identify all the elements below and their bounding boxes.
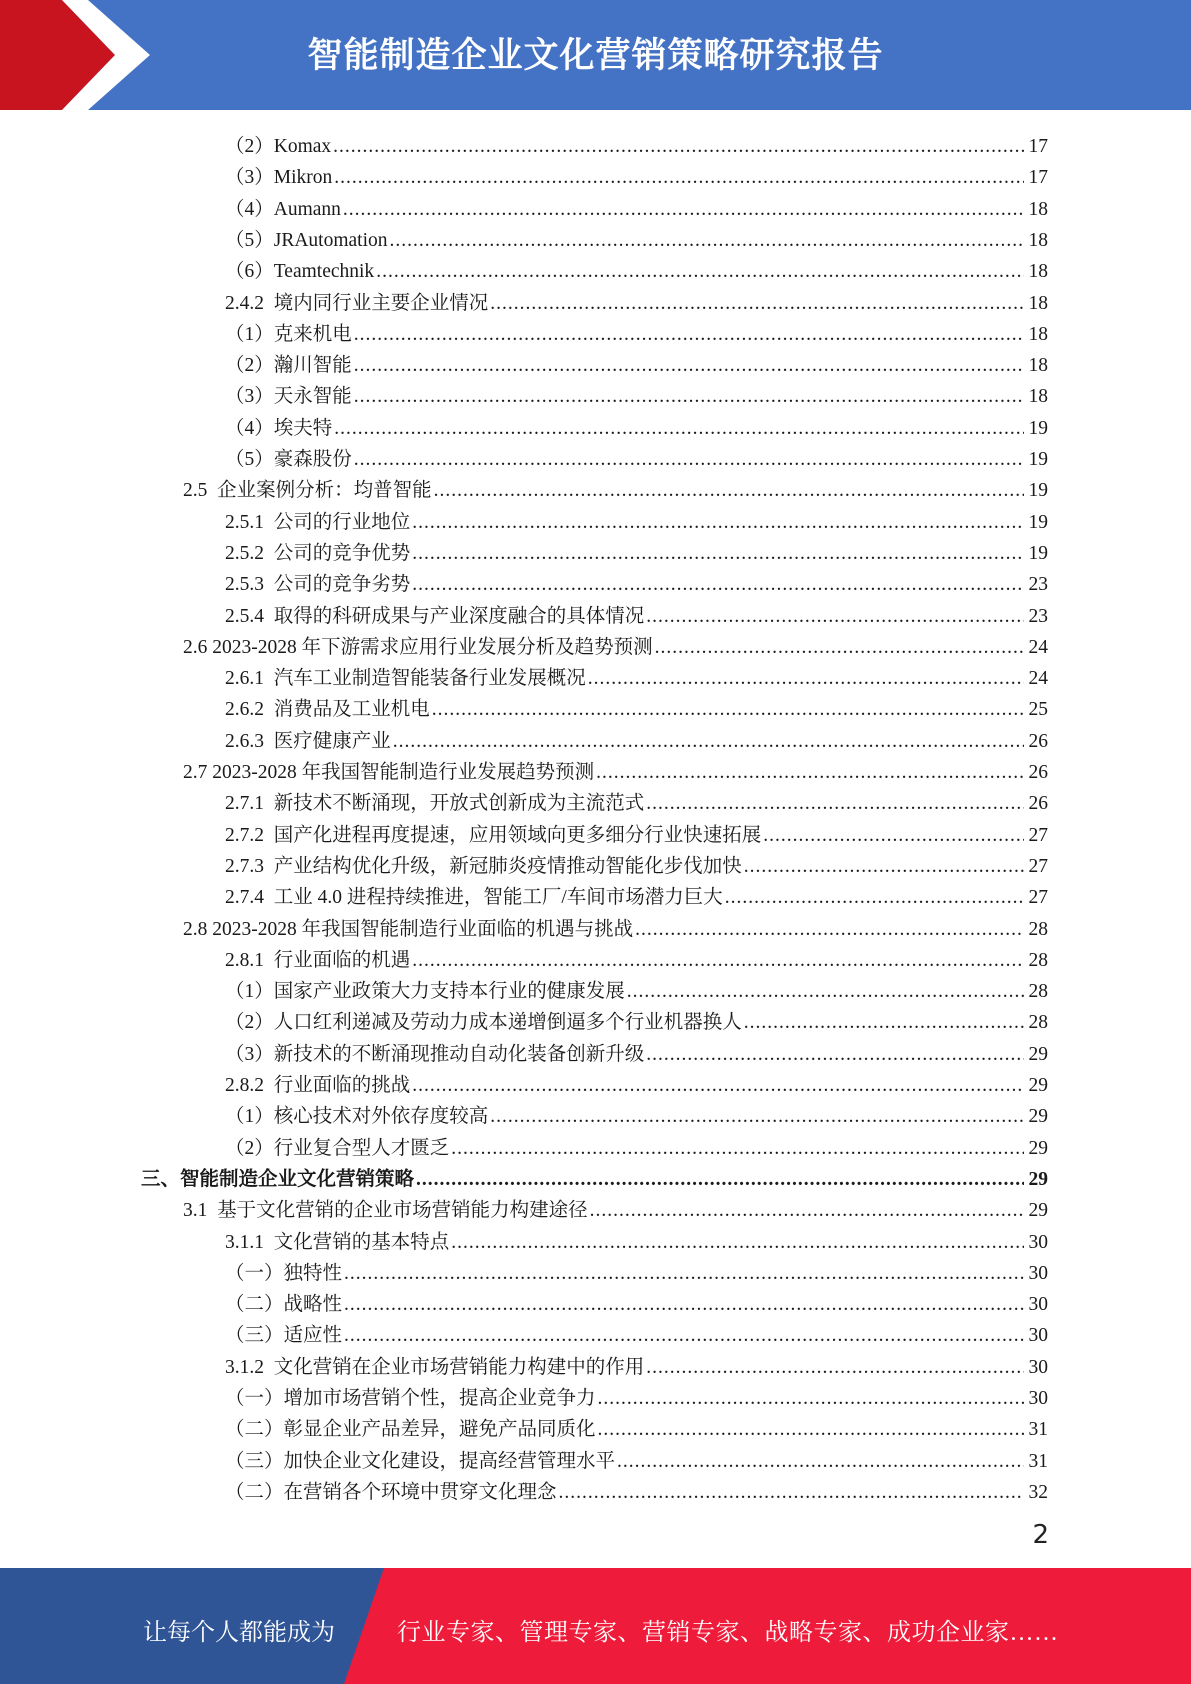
footer-slogan-roles: 行业专家、管理专家、营销专家、战略专家、成功企业家…… <box>397 1620 1059 1646</box>
toc-entry-page: 18 <box>1028 386 1048 408</box>
toc-entry-label: （二）彰显企业产品差异，避免产品同质化 <box>225 1419 596 1441</box>
toc-entry-label: （5）豪森股份 <box>225 449 352 470</box>
toc-dot-leader <box>416 1168 1024 1192</box>
toc-entry-label: （4）埃夫特 <box>225 417 333 439</box>
toc-entry-label: 2.5.1 公司的行业地位 <box>225 511 411 533</box>
toc-dot-leader <box>725 886 1024 910</box>
toc-dot-leader <box>354 448 1024 472</box>
page-footer <box>0 1568 1191 1684</box>
toc-dot-leader <box>344 1293 1024 1317</box>
toc-entry-label: 三、智能制造企业文化营销策略 <box>141 1168 415 1190</box>
toc-entry[interactable] <box>225 817 1048 848</box>
toc-dot-leader <box>490 1105 1024 1129</box>
toc-entry-page: 19 <box>1028 511 1048 533</box>
toc-entry-label: 2.8 2023-2028 年我国智能制造行业面临的机遇与挑战 <box>183 918 634 940</box>
toc-entry-page: 30 <box>1028 1325 1048 1347</box>
toc-dot-leader <box>344 1324 1024 1348</box>
toc-entry-page: 28 <box>1028 981 1048 1003</box>
toc-entry[interactable] <box>225 535 1048 566</box>
toc-entry-page: 32 <box>1028 1481 1048 1503</box>
toc-dot-leader <box>451 1137 1024 1161</box>
toc-entry-label: 2.7.4 工业 4.0 进程持续推进，智能工厂/车间市场潜力巨大 <box>225 887 723 909</box>
toc-entry-page: 26 <box>1028 793 1048 815</box>
toc-entry[interactable] <box>225 785 1048 816</box>
toc-entry-page: 28 <box>1028 1012 1048 1034</box>
toc-entry-label: （2）Komax <box>225 136 332 157</box>
toc-dot-leader <box>655 636 1024 660</box>
toc-dot-leader <box>434 479 1024 503</box>
toc-entry-label: （二）在营销各个环境中贯穿文化理念 <box>225 1481 557 1503</box>
toc-entry[interactable] <box>225 378 1048 409</box>
toc-entry[interactable] <box>225 285 1048 316</box>
toc-dot-leader <box>412 542 1024 566</box>
toc-entry-label: 2.7 2023-2028 年我国智能制造行业发展趋势预测 <box>183 762 595 783</box>
toc-entry-label: （1）克来机电 <box>225 323 352 345</box>
toc-dot-leader <box>635 918 1024 942</box>
toc-entry-page: 18 <box>1028 261 1048 283</box>
toc-entry-label: （一）增加市场营销个性，提高企业竞争力 <box>225 1388 596 1409</box>
toc-entry-page: 23 <box>1028 605 1048 627</box>
toc-entry[interactable] <box>225 410 1048 441</box>
toc-entry-page: 19 <box>1028 542 1048 564</box>
toc-entry[interactable] <box>225 566 1048 597</box>
toc-entry-page: 30 <box>1028 1294 1048 1316</box>
toc-entry-label: （三）加快企业文化建设，提高经营管理水平 <box>225 1450 616 1472</box>
toc-entry[interactable] <box>225 1286 1048 1317</box>
toc-dot-leader <box>412 1074 1024 1098</box>
toc-entry-page: 29 <box>1028 1168 1048 1190</box>
toc-entry[interactable] <box>225 347 1048 378</box>
toc-entry-page: 29 <box>1028 1106 1048 1128</box>
toc-entry-page: 19 <box>1028 449 1048 470</box>
toc-entry[interactable] <box>225 691 1048 722</box>
toc-entry-page: 18 <box>1028 198 1048 220</box>
toc-entry-label: （一）独特性 <box>225 1262 343 1284</box>
toc-dot-leader <box>646 1043 1024 1067</box>
page-number: 2 <box>1032 1520 1049 1550</box>
toc-entry[interactable] <box>225 942 1048 973</box>
toc-entry[interactable] <box>225 660 1048 691</box>
toc-dot-leader <box>627 980 1024 1004</box>
toc-entry-label: （2）瀚川智能 <box>225 355 352 377</box>
toc-entry-label: 2.5.4 取得的科研成果与产业深度融合的具体情况 <box>225 605 645 627</box>
toc-dot-leader <box>598 1387 1024 1411</box>
toc-entry-page: 27 <box>1028 887 1048 909</box>
toc-dot-leader <box>588 667 1024 691</box>
toc-dot-leader <box>390 229 1024 253</box>
toc-entry-page: 18 <box>1028 355 1048 377</box>
toc-entry-page: 27 <box>1028 824 1048 846</box>
toc-entry-label: 2.6.2 消费品及工业机电 <box>225 699 430 721</box>
toc-dot-leader <box>343 198 1024 222</box>
toc-entry-label: 2.6.1 汽车工业制造智能装备行业发展概况 <box>225 668 586 690</box>
toc-entry[interactable] <box>225 598 1048 629</box>
toc-dot-leader <box>354 323 1024 347</box>
toc-dot-leader <box>412 573 1024 597</box>
toc-entry[interactable] <box>183 629 1048 660</box>
toc-entry-page: 31 <box>1028 1450 1048 1472</box>
toc-entry[interactable] <box>225 879 1048 910</box>
toc-entry-page: 30 <box>1028 1356 1048 1378</box>
footer-slogan-lead: 让每个人都能成为 <box>143 1620 335 1646</box>
toc-entry[interactable] <box>225 191 1048 222</box>
toc-entry[interactable] <box>225 1411 1048 1442</box>
toc-entry[interactable] <box>225 848 1048 879</box>
toc-dot-leader <box>596 761 1024 785</box>
toc-dot-leader <box>490 292 1024 316</box>
toc-entry-page: 29 <box>1028 1075 1048 1096</box>
toc-entry-label: （6）Teamtechnik <box>225 261 375 283</box>
toc-entry[interactable] <box>183 472 1048 503</box>
toc-entry-label: 2.5 企业案例分析：均普智能 <box>183 480 432 502</box>
toc-dot-leader <box>412 949 1024 973</box>
toc-entry-label: （三）适应性 <box>225 1325 343 1347</box>
toc-entry-label: （1）国家产业政策大力支持本行业的健康发展 <box>225 981 625 1003</box>
toc-entry-label: （3）Mikron <box>225 167 333 189</box>
toc-dot-leader <box>744 855 1024 879</box>
toc-entry[interactable] <box>225 1317 1048 1348</box>
toc-entry-label: 2.6.3 医疗健康产业 <box>225 730 391 752</box>
toc-entry[interactable] <box>225 973 1048 1004</box>
toc-entry-page: 17 <box>1028 136 1048 157</box>
toc-entry-page: 28 <box>1028 918 1048 940</box>
toc-entry-page: 26 <box>1028 762 1048 783</box>
toc-dot-leader <box>763 824 1024 848</box>
toc-entry[interactable] <box>225 316 1048 347</box>
toc-entry-label: 3.1.2 文化营销在企业市场营销能力构建中的作用 <box>225 1356 645 1378</box>
toc-entry[interactable] <box>225 441 1048 472</box>
toc-entry-page: 29 <box>1028 1137 1048 1159</box>
toc-entry-page: 19 <box>1028 417 1048 439</box>
toc-entry-page: 29 <box>1028 1043 1048 1065</box>
toc-entry-label: （2）行业复合型人才匮乏 <box>225 1137 450 1159</box>
toc-entry-page: 23 <box>1028 574 1048 596</box>
toc-dot-leader <box>393 730 1024 754</box>
toc-entry-page: 30 <box>1028 1231 1048 1253</box>
toc-dot-leader <box>559 1481 1024 1505</box>
toc-entry-label: （2）人口红利递减及劳动力成本递增倒逼多个行业机器换人 <box>225 1012 742 1034</box>
toc-entry-page: 24 <box>1028 668 1048 690</box>
toc-entry-label: 2.8.1 行业面临的机遇 <box>225 949 411 971</box>
toc-dot-leader <box>646 792 1024 816</box>
toc-entry-label: （3）新技术的不断涌现推动自动化装备创新升级 <box>225 1043 645 1065</box>
toc-entry-label: 2.4.2 境内同行业主要企业情况 <box>225 292 489 314</box>
toc-entry-label: （3）天永智能 <box>225 386 352 408</box>
toc-entry-page: 18 <box>1028 323 1048 345</box>
toc-entry-page: 18 <box>1028 292 1048 314</box>
toc-dot-leader <box>646 605 1024 629</box>
toc-dot-leader <box>334 417 1024 441</box>
toc-entry-page: 30 <box>1028 1262 1048 1284</box>
toc-entry-label: （二）战略性 <box>225 1294 343 1316</box>
toc-entry[interactable] <box>225 222 1048 253</box>
toc-entry[interactable] <box>225 253 1048 284</box>
toc-dot-leader <box>451 1231 1024 1255</box>
toc-entry-page: 28 <box>1028 949 1048 971</box>
toc-dot-leader <box>412 511 1024 535</box>
toc-entry[interactable] <box>225 1443 1048 1474</box>
toc-entry-label: 2.8.2 行业面临的挑战 <box>225 1075 411 1096</box>
toc-entry[interactable] <box>225 1130 1048 1161</box>
toc-dot-leader <box>354 385 1024 409</box>
toc-dot-leader <box>333 135 1024 159</box>
toc-dot-leader <box>646 1356 1024 1380</box>
toc-entry[interactable] <box>225 723 1048 754</box>
toc-entry[interactable] <box>183 911 1048 942</box>
toc-entry[interactable] <box>183 1192 1048 1223</box>
toc-dot-leader <box>344 1262 1024 1286</box>
toc-entry-page: 19 <box>1028 480 1048 502</box>
toc-dot-leader <box>744 1011 1024 1035</box>
toc-dot-leader <box>617 1450 1024 1474</box>
toc-entry[interactable] <box>225 1380 1048 1411</box>
toc-entry-label: 3.1.1 文化营销的基本特点 <box>225 1231 450 1253</box>
toc-entry-page: 24 <box>1028 636 1048 658</box>
toc-dot-leader <box>598 1418 1024 1442</box>
toc-dot-leader <box>376 260 1024 284</box>
toc-dot-leader <box>432 698 1024 722</box>
toc-entry[interactable] <box>225 1098 1048 1129</box>
toc-entry-label: 2.7.2 国产化进程再度提速，应用领域向更多细分行业快速拓展 <box>225 824 762 846</box>
toc-entry-label: 2.7.1 新技术不断涌现，开放式创新成为主流范式 <box>225 793 645 815</box>
toc-entry[interactable] <box>225 1474 1048 1505</box>
toc-entry-page: 26 <box>1028 730 1048 752</box>
toc-entry-page: 17 <box>1028 167 1048 189</box>
toc-entry-label: 2.5.3 公司的竞争劣势 <box>225 574 411 596</box>
toc-dot-leader <box>590 1199 1024 1223</box>
toc-entry[interactable] <box>225 159 1048 190</box>
toc-entry[interactable] <box>225 504 1048 535</box>
toc-entry-page: 29 <box>1028 1200 1048 1222</box>
toc-entry[interactable] <box>225 1224 1048 1255</box>
toc-dot-leader <box>334 166 1024 190</box>
toc-entry-label: （4）Aumann <box>225 198 341 220</box>
toc-entry[interactable] <box>225 1036 1048 1067</box>
toc-dot-leader <box>354 354 1024 378</box>
toc-entry-label: 2.6 2023-2028 年下游需求应用行业发展分析及趋势预测 <box>183 636 653 658</box>
toc-entry[interactable] <box>225 1255 1048 1286</box>
toc-entry-label: 3.1 基于文化营销的企业市场营销能力构建途径 <box>183 1200 588 1222</box>
toc-entry[interactable] <box>225 128 1048 159</box>
toc-entry-label: （1）核心技术对外依存度较高 <box>225 1106 489 1128</box>
toc-entry-page: 27 <box>1028 855 1048 877</box>
toc-entry-page: 30 <box>1028 1388 1048 1409</box>
toc-entry-page: 31 <box>1028 1419 1048 1441</box>
toc-entry-page: 25 <box>1028 699 1048 721</box>
toc-entry[interactable] <box>183 754 1048 785</box>
toc-entry[interactable] <box>141 1161 1048 1192</box>
toc-entry-label: （5）JRAutomation <box>225 229 388 251</box>
page-header <box>0 0 1191 110</box>
toc-entry[interactable] <box>225 1067 1048 1098</box>
toc-entry[interactable] <box>225 1004 1048 1035</box>
toc-entry-label: 2.5.2 公司的竞争优势 <box>225 542 411 564</box>
toc-entry[interactable] <box>225 1349 1048 1380</box>
report-title: 智能制造企业文化营销策略研究报告 <box>307 36 884 76</box>
toc-entry-page: 18 <box>1028 229 1048 251</box>
toc-entry-label: 2.7.3 产业结构优化升级，新冠肺炎疫情推动智能化步伐加快 <box>225 855 742 877</box>
